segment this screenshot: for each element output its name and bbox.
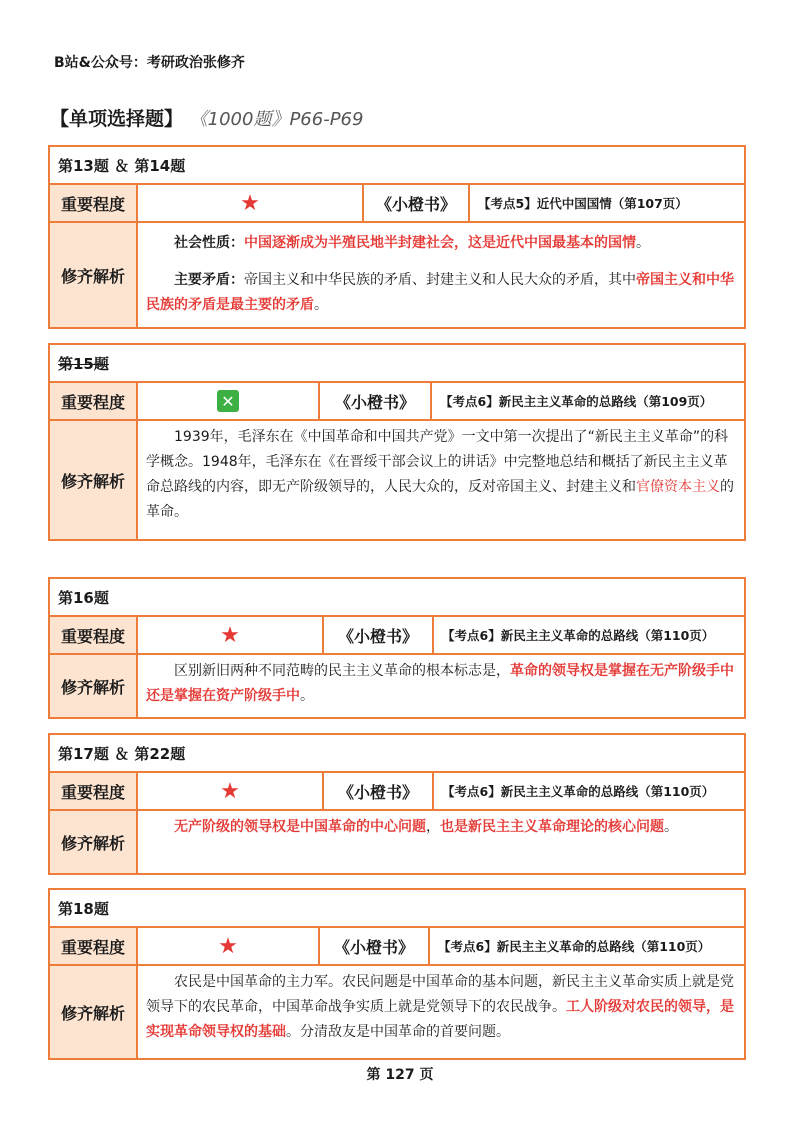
p2-text: 帝国主义和中华民族的矛盾、封建主义和人民大众的矛盾，其中 (244, 272, 636, 288)
card-title: 第13题 ＆ 第14题 (50, 147, 744, 185)
p1-label: 社会性质： (174, 235, 244, 251)
section-reference: 《1000题》P66-P69 (189, 109, 364, 130)
analysis-highlight: 工人阶级对农民的领导，是实现革命领导权的基础 (146, 999, 734, 1040)
kaodian-label: 【考点5】近代中国国情（第107页） (478, 196, 688, 211)
analysis-body: 1939年，毛泽东在《中国革命和中国共产党》一文中第一次提出了“新民主主义革命”的科学概念。1948年，毛泽东在《在晋绥干部会议上的讲话》中完整地总结和概括了新民主主义革命总路线的内容，即无产阶级领导的，人民大众的，反对帝国主义、封建主义和 (146, 429, 729, 495)
book-label: 《小橙书》 (324, 773, 434, 809)
analysis-body: 农民是中国革命的主力军。农民问题是中国革命的基本问题，新民主主义革命实质上就是党领导下的农民革命，中国革命战争实质上就是党领导下的农民战争。 (146, 974, 734, 1015)
star-icon: ★ (218, 933, 238, 959)
section-title (50, 104, 363, 131)
star-icon: ★ (220, 622, 240, 648)
importance-row (50, 928, 744, 966)
kaodian-label: 【考点6】新民主主义革命的总路线（第110页） (438, 939, 711, 954)
star-icon: ★ (220, 778, 240, 804)
analysis-highlight-1: 无产阶级的领导权是中国革命的中心问题 (174, 819, 426, 835)
importance-value (138, 928, 320, 964)
analysis-text (138, 966, 744, 1058)
kaodian-label: 【考点6】新民主主义革命的总路线（第110页） (442, 628, 715, 643)
analysis-end: 。分清敌友是中国革命的首要问题。 (286, 1024, 510, 1040)
importance-row (50, 617, 744, 655)
p2-end: 。 (314, 297, 328, 313)
question-card-17-22 (48, 733, 746, 875)
card-title: 第16题 (50, 579, 744, 617)
importance-value (138, 617, 324, 653)
analysis-end: 。 (300, 688, 314, 704)
analysis-mid: ， (426, 819, 440, 835)
importance-value (138, 773, 324, 809)
section-title-text: 【单项选择题】 (50, 108, 184, 130)
book-label: 《小橙书》 (364, 185, 470, 221)
importance-value (138, 383, 320, 419)
book-label: 《小橙书》 (320, 928, 430, 964)
analysis-end: 的革命。 (146, 479, 734, 520)
star-icon: ★ (240, 190, 260, 216)
analysis-label: 修齐解析 (50, 655, 138, 717)
analysis-text (138, 223, 744, 327)
importance-label: 重要程度 (50, 617, 138, 653)
kaodian-label: 【考点6】新民主主义革命的总路线（第110页） (442, 784, 715, 799)
analysis-row (50, 421, 744, 539)
analysis-text (138, 655, 744, 717)
p2-highlight: 帝国主义和中华民族的矛盾是最主要的矛盾 (146, 272, 734, 313)
question-card-16 (48, 577, 746, 719)
importance-row (50, 185, 744, 223)
analysis-highlight: 革命的领导权是掌握在无产阶级手中还是掌握在资产阶级手中 (146, 663, 734, 704)
question-card-13-14 (48, 145, 746, 329)
analysis-row (50, 811, 744, 873)
analysis-row (50, 966, 744, 1058)
card-title (50, 345, 744, 383)
header-source: B站&公众号：考研政治张修齐 (54, 55, 245, 71)
book-label: 《小橙书》 (320, 383, 432, 419)
book-label: 《小橙书》 (324, 617, 434, 653)
analysis-label: 修齐解析 (50, 966, 138, 1058)
analysis-label: 修齐解析 (50, 811, 138, 873)
question-card-15 (48, 343, 746, 541)
analysis-text (138, 811, 744, 873)
card-title: 第17题 ＆ 第22题 (50, 735, 744, 773)
analysis-body: 区别新旧两种不同范畴的民主主义革命的根本标志是， (174, 663, 510, 679)
importance-label: 重要程度 (50, 773, 138, 809)
analysis-row (50, 655, 744, 717)
analysis-label: 修齐解析 (50, 421, 138, 539)
analysis-end: 。 (664, 819, 678, 835)
analysis-highlight-2: 也是新民主主义革命理论的核心问题 (440, 819, 664, 835)
importance-label: 重要程度 (50, 185, 138, 221)
p1-highlight: 中国逐渐成为半殖民地半封建社会，这是近代中国最基本的国情 (244, 235, 636, 251)
kaodian-label: 【考点6】新民主主义革命的总路线（第109页） (440, 394, 713, 409)
importance-label: 重要程度 (50, 383, 138, 419)
card-title-text: 第15题 (58, 355, 109, 373)
wrong-mark-icon: ✕ (217, 390, 239, 412)
question-card-18 (48, 888, 746, 1060)
importance-label: 重要程度 (50, 928, 138, 964)
p2-label: 主要矛盾： (174, 272, 244, 288)
importance-value (138, 185, 364, 221)
analysis-highlight: 官僚资本主义 (636, 479, 720, 495)
analysis-row (50, 223, 744, 327)
card-title: 第18题 (50, 890, 744, 928)
analysis-label: 修齐解析 (50, 223, 138, 327)
page-number: 第 127 页 (366, 1067, 434, 1083)
analysis-text (138, 421, 744, 539)
p1-end: 。 (636, 235, 650, 251)
importance-row (50, 383, 744, 421)
importance-row (50, 773, 744, 811)
